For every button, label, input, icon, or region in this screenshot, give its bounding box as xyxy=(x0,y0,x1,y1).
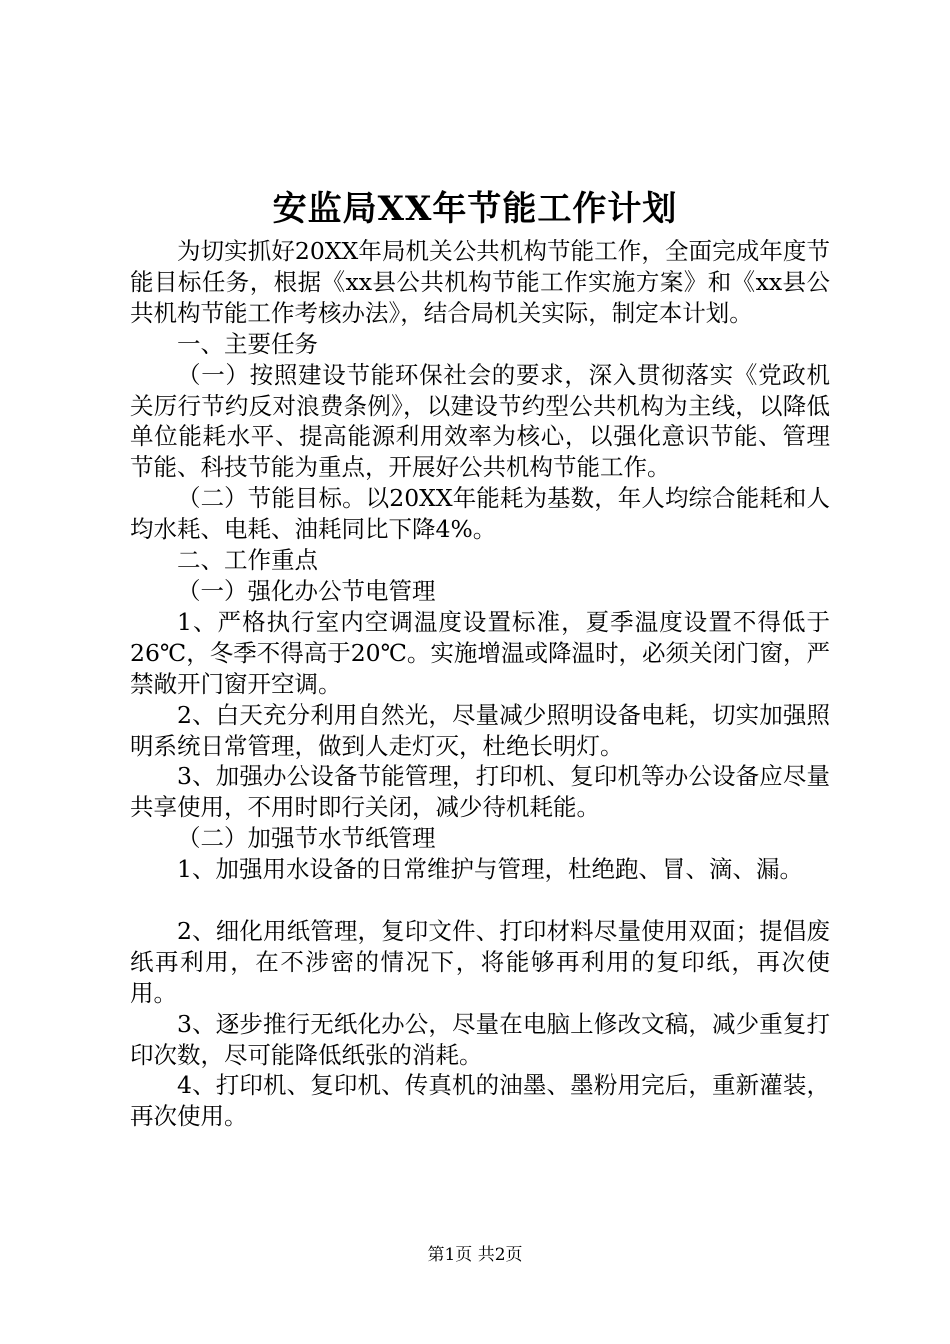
electricity-item-1: 1、严格执行室内空调温度设置标准，夏季温度设置不得低于26℃，冬季不得高于20℃。实施增温或降温时，必须关闭门窗，严禁敞开门窗开空调。 xyxy=(130,607,830,698)
electricity-item-3: 3、加强办公设备节能管理，打印机、复印机等办公设备应尽量共享使用，不用时即行关闭，减少待机耗能。 xyxy=(130,762,830,822)
document-body xyxy=(130,236,830,1132)
water-paper-item-4: 4、打印机、复印机、传真机的油墨、墨粉用完后，重新灌装，再次使用。 xyxy=(130,1071,830,1131)
intro-paragraph: 为切实抓好20XX年局机关公共机构节能工作，全面完成年度节能目标任务，根据《xx县公共机构节能工作实施方案》和《xx县公共机构节能工作考核办法》，结合局机关实际，制定本计划。 xyxy=(130,237,830,327)
blank-line xyxy=(130,885,830,916)
electricity-item-2: 2、白天充分利用自然光，尽量减少照明设备电耗，切实加强照明系统日常管理，做到人走灯灭，杜绝长明灯。 xyxy=(130,700,830,760)
task-item-2: （二）节能目标。以20XX年能耗为基数，年人均综合能耗和人均水耗、电耗、油耗同比下降4%。 xyxy=(130,484,830,544)
subheading-electricity: （一）强化办公节电管理 xyxy=(177,576,436,605)
water-paper-item-3: 3、逐步推行无纸化办公，尽量在电脑上修改文稿，减少重复打印次数，尽可能降低纸张的消耗。 xyxy=(130,1009,830,1069)
page-footer: 第1页 共2页 xyxy=(427,1245,523,1265)
water-paper-item-2: 2、细化用纸管理，复印文件、打印材料尽量使用双面；提倡废纸再利用，在不涉密的情况下，将能够再利用的复印纸，再次使用。 xyxy=(130,916,830,1007)
page-title: 安监局XX年节能工作计划 xyxy=(272,189,678,229)
section-heading-work-focus: 二、工作重点 xyxy=(177,546,318,575)
water-paper-item-1: 1、加强用水设备的日常维护与管理，杜绝跑、冒、滴、漏。 xyxy=(177,855,803,884)
subheading-water-paper: （二）加强节水节纸管理 xyxy=(177,824,436,853)
task-item-1: （一）按照建设节能环保社会的要求，深入贯彻落实《党政机关厉行节约反对浪费条例》，以建设节约型公共机构为主线，以降低单位能耗水平、提高能源利用效率为核心，以强化意识节能、管理节能、科技节能为重点，开展好公共机构节能工作。 xyxy=(130,360,830,482)
section-heading-main-tasks: 一、主要任务 xyxy=(177,329,318,358)
